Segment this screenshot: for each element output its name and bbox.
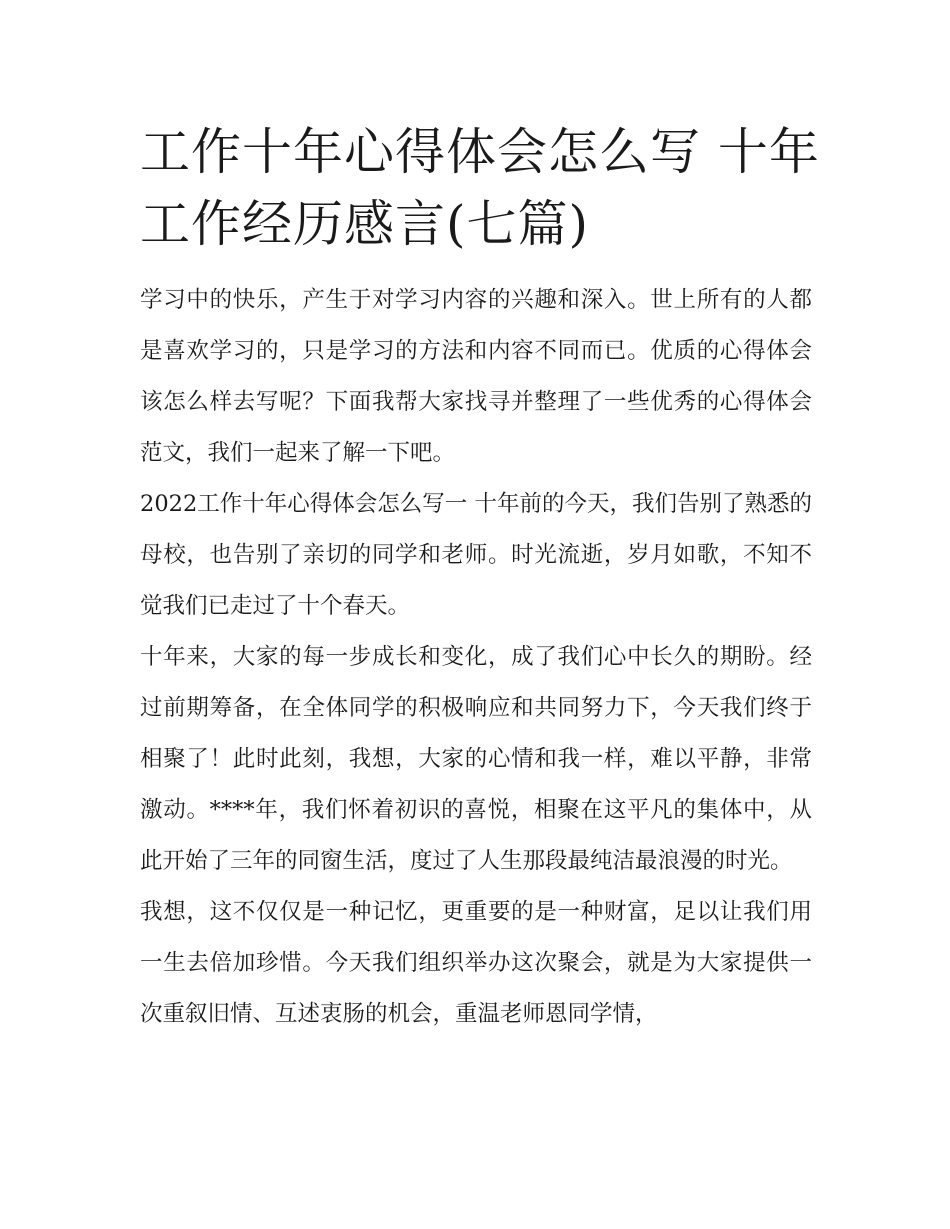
- paragraph-2: 十年来，大家的每一步成长和变化，成了我们心中长久的期盼。经过前期筹备，在全体同学的积极响应和共同努力下，今天我们终于相聚了！此时此刻，我想，大家的心情和我一样，难以平静，非常激动。****年，我们怀着初识的喜悦，相聚在这平凡的集体中，从此开始了三年的同窗生活，度过了人生那段最纯洁最浪漫的时光。: [140, 644, 812, 874]
- paragraph-1: 2022工作十年心得体会怎么写一 十年前的今天，我们告别了熟悉的母校，也告别了亲切的同学和老师。时光流逝，岁月如歌，不知不觉我们已走过了十个春天。: [140, 491, 812, 619]
- document-body: [140, 275, 812, 1040]
- paragraph-3: 我想，这不仅仅是一种记忆，更重要的是一种财富，足以让我们用一生去倍加珍惜。今天我们组织举办这次聚会，就是为大家提供一次重叙旧情、互述衷肠的机会，重温老师恩同学情，: [140, 899, 812, 1027]
- document-title: 工作十年心得体会怎么写 十年工作经历感言(七篇): [140, 123, 820, 253]
- paragraph-intro: 学习中的快乐，产生于对学习内容的兴趣和深入。世上所有的人都是喜欢学习的，只是学习的方法和内容不同而已。优质的心得体会该怎么样去写呢？下面我帮大家找寻并整理了一些优秀的心得体会范文，我们一起来了解一下吧。: [140, 287, 812, 466]
